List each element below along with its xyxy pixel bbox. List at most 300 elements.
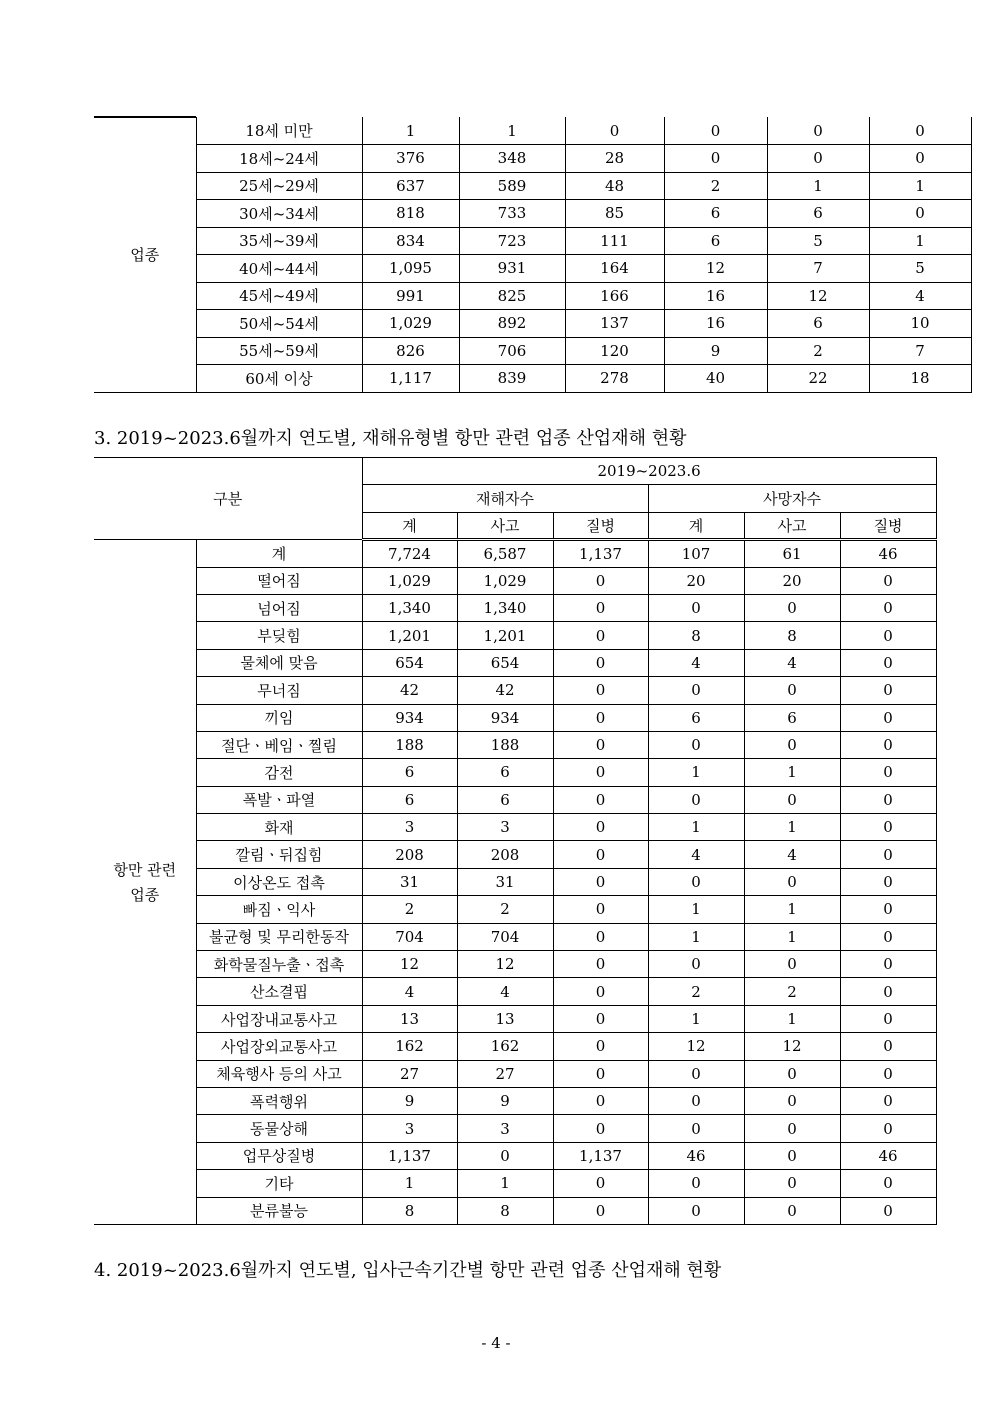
table-cell: 8 — [362, 1197, 457, 1224]
table-cell: 637 — [362, 172, 459, 200]
row-label: 불균형 및 무리한동작 — [196, 923, 362, 950]
table-cell: 1 — [869, 172, 971, 200]
table-cell: 0 — [840, 1197, 936, 1224]
table-cell: 6 — [648, 704, 744, 731]
table-cell: 3 — [362, 1115, 457, 1142]
table-cell: 0 — [840, 677, 936, 704]
table-cell: 991 — [362, 282, 459, 310]
table-cell: 589 — [459, 172, 565, 200]
table-cell: 27 — [362, 1060, 457, 1087]
table-cell: 208 — [457, 841, 553, 868]
table-cell: 0 — [869, 117, 971, 145]
table-row — [94, 896, 936, 923]
table-cell: 8 — [648, 622, 744, 649]
table-cell: 46 — [840, 1142, 936, 1169]
table-cell: 0 — [648, 868, 744, 895]
row-label: 감전 — [196, 759, 362, 786]
table-cell: 0 — [553, 704, 648, 731]
table-cell: 1,340 — [362, 594, 457, 621]
row-label: 40세~44세 — [196, 255, 362, 283]
table-cell: 0 — [553, 978, 648, 1005]
table-cell: 10 — [869, 310, 971, 338]
table-cell: 46 — [648, 1142, 744, 1169]
table-cell: 0 — [840, 704, 936, 731]
row-label: 이상온도 접촉 — [196, 868, 362, 895]
table-row — [94, 255, 971, 283]
table-cell: 6 — [362, 786, 457, 813]
table-cell: 6 — [362, 759, 457, 786]
table-cell: 1 — [744, 923, 840, 950]
table-cell: 706 — [459, 337, 565, 365]
table-cell: 20 — [648, 567, 744, 594]
table-cell: 0 — [648, 1170, 744, 1197]
table-cell: 1 — [648, 814, 744, 841]
table-cell: 4 — [648, 649, 744, 676]
table-cell: 0 — [553, 677, 648, 704]
table-cell: 1,095 — [362, 255, 459, 283]
table-cell: 0 — [664, 117, 767, 145]
table-row — [94, 786, 936, 813]
table-row — [94, 1142, 936, 1169]
section-4-heading: 4. 2019~2023.6월까지 연도별, 입사근속기간별 항만 관련 업종 산업재해 현황 — [94, 1260, 722, 1281]
table-cell: 27 — [457, 1060, 553, 1087]
table-cell: 120 — [565, 337, 664, 365]
table-cell: 1,029 — [362, 567, 457, 594]
row-label: 무너짐 — [196, 677, 362, 704]
row-label: 깔림ㆍ뒤집힘 — [196, 841, 362, 868]
table-row — [94, 540, 936, 567]
table-row — [94, 172, 971, 200]
table-row — [94, 337, 971, 365]
table-cell: 5 — [869, 255, 971, 283]
table-cell: 376 — [362, 145, 459, 173]
table-cell: 0 — [840, 951, 936, 978]
table-cell: 0 — [553, 1033, 648, 1060]
group-label — [94, 540, 196, 1225]
category-header: 구분 — [94, 458, 362, 540]
table-cell: 0 — [744, 1170, 840, 1197]
table-cell: 0 — [744, 594, 840, 621]
table-cell: 12 — [362, 951, 457, 978]
table-cell: 9 — [664, 337, 767, 365]
table-cell: 31 — [362, 868, 457, 895]
table-cell: 9 — [457, 1087, 553, 1114]
group-label-line-2: 업종 — [130, 886, 160, 905]
row-label: 떨어짐 — [196, 567, 362, 594]
table-cell: 6 — [457, 759, 553, 786]
table-cell: 0 — [840, 594, 936, 621]
table-cell: 31 — [457, 868, 553, 895]
row-label: 산소결핍 — [196, 978, 362, 1005]
table-row — [94, 759, 936, 786]
table-cell: 188 — [362, 731, 457, 758]
table-cell: 0 — [744, 786, 840, 813]
table-cell: 0 — [553, 814, 648, 841]
row-label: 업무상질병 — [196, 1142, 362, 1169]
table-row — [94, 1005, 936, 1032]
table-cell: 4 — [457, 978, 553, 1005]
table-cell: 0 — [744, 731, 840, 758]
table-cell: 704 — [362, 923, 457, 950]
table-cell: 4 — [362, 978, 457, 1005]
table-cell: 0 — [648, 594, 744, 621]
table-cell: 162 — [362, 1033, 457, 1060]
table-cell: 12 — [767, 282, 869, 310]
table-cell: 0 — [565, 117, 664, 145]
table-cell: 723 — [459, 227, 565, 255]
row-label: 화학물질누출ㆍ접촉 — [196, 951, 362, 978]
table-cell: 4 — [648, 841, 744, 868]
table-cell: 0 — [553, 951, 648, 978]
table-cell: 2 — [362, 896, 457, 923]
table-cell: 166 — [565, 282, 664, 310]
table-cell: 1,137 — [553, 540, 648, 567]
table-cell: 0 — [648, 786, 744, 813]
table-cell: 6 — [457, 786, 553, 813]
row-label: 폭발ㆍ파열 — [196, 786, 362, 813]
table-cell: 825 — [459, 282, 565, 310]
table-row — [94, 677, 936, 704]
table-cell: 1 — [457, 1170, 553, 1197]
sub-header-deaths-disease: 질병 — [840, 512, 936, 539]
table-row — [94, 1087, 936, 1114]
row-label: 25세~29세 — [196, 172, 362, 200]
table-cell: 0 — [744, 951, 840, 978]
table-cell: 4 — [744, 649, 840, 676]
table-cell: 1,117 — [362, 365, 459, 393]
row-label: 18세~24세 — [196, 145, 362, 173]
table-cell: 0 — [553, 841, 648, 868]
table-cell: 0 — [648, 677, 744, 704]
page-number: - 4 - — [481, 1334, 511, 1352]
table-cell: 931 — [459, 255, 565, 283]
table-row — [94, 731, 936, 758]
table-row — [94, 567, 936, 594]
row-label: 60세 이상 — [196, 365, 362, 393]
deaths-header: 사망자수 — [648, 485, 936, 512]
table-cell: 6 — [744, 704, 840, 731]
table-cell: 48 — [565, 172, 664, 200]
table-cell: 1 — [744, 1005, 840, 1032]
accident-type-table-header — [94, 458, 936, 540]
table-cell: 12 — [457, 951, 553, 978]
group-label: 업종 — [94, 117, 196, 392]
table-cell: 7 — [869, 337, 971, 365]
table-cell: 6,587 — [457, 540, 553, 567]
table-row — [94, 1060, 936, 1087]
table-cell: 1 — [648, 1005, 744, 1032]
table-cell: 0 — [553, 923, 648, 950]
table-cell: 6 — [767, 200, 869, 228]
accident-type-table-body — [94, 540, 936, 1225]
table-cell: 6 — [767, 310, 869, 338]
table-cell: 0 — [648, 1060, 744, 1087]
table-cell: 934 — [457, 704, 553, 731]
row-label: 끼임 — [196, 704, 362, 731]
table-cell: 1 — [648, 923, 744, 950]
age-injury-table — [94, 117, 972, 393]
table-row — [94, 841, 936, 868]
table-cell: 0 — [553, 594, 648, 621]
table-cell: 0 — [840, 622, 936, 649]
table-cell: 0 — [553, 567, 648, 594]
table-cell: 0 — [840, 1115, 936, 1142]
table-cell: 2 — [664, 172, 767, 200]
table-cell: 0 — [744, 1115, 840, 1142]
table-row — [94, 622, 936, 649]
table-row — [94, 365, 971, 393]
row-label: 사업장외교통사고 — [196, 1033, 362, 1060]
table-cell: 1 — [869, 227, 971, 255]
table-cell: 13 — [457, 1005, 553, 1032]
table-cell: 0 — [553, 731, 648, 758]
table-cell: 12 — [664, 255, 767, 283]
table-cell: 0 — [744, 1142, 840, 1169]
table-cell: 18 — [869, 365, 971, 393]
table-row — [94, 978, 936, 1005]
table-cell: 7 — [767, 255, 869, 283]
table-cell: 654 — [362, 649, 457, 676]
table-row — [94, 200, 971, 228]
table-cell: 2 — [457, 896, 553, 923]
table-cell: 162 — [457, 1033, 553, 1060]
table-row — [94, 145, 971, 173]
table-cell: 4 — [744, 841, 840, 868]
table-cell: 0 — [553, 1005, 648, 1032]
table-cell: 8 — [744, 622, 840, 649]
table-cell: 0 — [457, 1142, 553, 1169]
table-cell: 164 — [565, 255, 664, 283]
table-cell: 7,724 — [362, 540, 457, 567]
table-cell: 1 — [362, 117, 459, 145]
table-cell: 0 — [840, 759, 936, 786]
table-cell: 0 — [840, 978, 936, 1005]
table-cell: 0 — [840, 731, 936, 758]
table-cell: 42 — [362, 677, 457, 704]
row-label: 18세 미만 — [196, 117, 362, 145]
table-cell: 3 — [457, 814, 553, 841]
table-cell: 1 — [648, 896, 744, 923]
table-row — [94, 1115, 936, 1142]
table-cell: 0 — [648, 1115, 744, 1142]
row-label: 30세~34세 — [196, 200, 362, 228]
table-cell: 0 — [840, 841, 936, 868]
table-cell: 3 — [362, 814, 457, 841]
table-cell: 0 — [840, 868, 936, 895]
sub-header-deaths-total: 계 — [648, 512, 744, 539]
table-row — [94, 704, 936, 731]
table-cell: 188 — [457, 731, 553, 758]
row-label: 45세~49세 — [196, 282, 362, 310]
table-row — [94, 310, 971, 338]
row-label: 동물상해 — [196, 1115, 362, 1142]
table-cell: 22 — [767, 365, 869, 393]
table-cell: 2 — [744, 978, 840, 1005]
table-cell: 348 — [459, 145, 565, 173]
table-row — [94, 951, 936, 978]
table-cell: 8 — [457, 1197, 553, 1224]
table-cell: 1,201 — [362, 622, 457, 649]
sub-header-injured-total: 계 — [362, 512, 457, 539]
table-row — [94, 117, 971, 145]
table-cell: 0 — [840, 1087, 936, 1114]
table-row — [94, 1033, 936, 1060]
table-cell: 16 — [664, 282, 767, 310]
table-cell: 4 — [869, 282, 971, 310]
table-cell: 2 — [767, 337, 869, 365]
row-label: 화재 — [196, 814, 362, 841]
table-row — [94, 814, 936, 841]
table-cell: 818 — [362, 200, 459, 228]
table-cell: 0 — [553, 1087, 648, 1114]
table-cell: 42 — [457, 677, 553, 704]
row-label: 기타 — [196, 1170, 362, 1197]
table-cell: 0 — [840, 567, 936, 594]
table-cell: 0 — [840, 1170, 936, 1197]
table-cell: 278 — [565, 365, 664, 393]
table-cell: 40 — [664, 365, 767, 393]
table-cell: 16 — [664, 310, 767, 338]
table-cell: 0 — [744, 1087, 840, 1114]
table-cell: 2 — [648, 978, 744, 1005]
sub-header-deaths-accident: 사고 — [744, 512, 840, 539]
table-row — [94, 282, 971, 310]
table-cell: 1,340 — [457, 594, 553, 621]
table-cell: 1 — [767, 172, 869, 200]
table-row — [94, 227, 971, 255]
table-cell: 0 — [840, 786, 936, 813]
row-label: 55세~59세 — [196, 337, 362, 365]
table-cell: 934 — [362, 704, 457, 731]
table-cell: 0 — [840, 649, 936, 676]
table-cell: 1 — [744, 814, 840, 841]
row-label: 폭력행위 — [196, 1087, 362, 1114]
injured-header: 재해자수 — [362, 485, 648, 512]
sub-header-injured-accident: 사고 — [457, 512, 553, 539]
table-cell: 208 — [362, 841, 457, 868]
table-cell: 1,029 — [457, 567, 553, 594]
table-cell: 61 — [744, 540, 840, 567]
row-label: 부딪힘 — [196, 622, 362, 649]
table-cell: 0 — [553, 786, 648, 813]
table-cell: 704 — [457, 923, 553, 950]
table-cell: 0 — [553, 1197, 648, 1224]
row-label: 35세~39세 — [196, 227, 362, 255]
group-label-line-1: 항만 관련 — [113, 861, 177, 880]
row-label: 물체에 맞음 — [196, 649, 362, 676]
period-header: 2019~2023.6 — [362, 458, 936, 485]
table-cell: 1 — [744, 896, 840, 923]
table-cell: 892 — [459, 310, 565, 338]
table-cell: 0 — [553, 896, 648, 923]
table-cell: 0 — [744, 1197, 840, 1224]
table-cell: 0 — [767, 145, 869, 173]
table-cell: 5 — [767, 227, 869, 255]
table-cell: 0 — [840, 1005, 936, 1032]
table-cell: 0 — [767, 117, 869, 145]
table-cell: 0 — [869, 145, 971, 173]
table-cell: 0 — [744, 677, 840, 704]
table-cell: 834 — [362, 227, 459, 255]
table-cell: 0 — [648, 1197, 744, 1224]
table-cell: 28 — [565, 145, 664, 173]
table-cell: 0 — [744, 1060, 840, 1087]
table-cell: 1 — [648, 759, 744, 786]
table-cell: 0 — [840, 923, 936, 950]
table-cell: 0 — [869, 200, 971, 228]
row-label: 넘어짐 — [196, 594, 362, 621]
section-3-heading: 3. 2019~2023.6월까지 연도별, 재해유형별 항만 관련 업종 산업재해 현황 — [94, 428, 687, 449]
table-cell: 1,137 — [553, 1142, 648, 1169]
table-cell: 1 — [459, 117, 565, 145]
table-cell: 12 — [744, 1033, 840, 1060]
table-cell: 0 — [648, 1087, 744, 1114]
table-cell: 1,029 — [362, 310, 459, 338]
table-cell: 1 — [744, 759, 840, 786]
table-cell: 0 — [840, 896, 936, 923]
table-cell: 111 — [565, 227, 664, 255]
table-cell: 0 — [553, 622, 648, 649]
row-label: 50세~54세 — [196, 310, 362, 338]
row-label: 빠짐ㆍ익사 — [196, 896, 362, 923]
table-cell: 0 — [840, 1060, 936, 1087]
table-cell: 0 — [553, 1170, 648, 1197]
table-cell: 13 — [362, 1005, 457, 1032]
row-label: 체육행사 등의 사고 — [196, 1060, 362, 1087]
table-cell: 0 — [664, 145, 767, 173]
table-cell: 0 — [553, 649, 648, 676]
accident-type-table — [94, 457, 937, 1225]
table-row — [94, 649, 936, 676]
row-label: 계 — [196, 540, 362, 567]
table-cell: 9 — [362, 1087, 457, 1114]
table-cell: 826 — [362, 337, 459, 365]
row-label: 분류불능 — [196, 1197, 362, 1224]
sub-header-injured-disease: 질병 — [553, 512, 648, 539]
table-cell: 6 — [664, 227, 767, 255]
table-cell: 0 — [553, 1060, 648, 1087]
table-cell: 6 — [664, 200, 767, 228]
table-cell: 85 — [565, 200, 664, 228]
table-cell: 1,137 — [362, 1142, 457, 1169]
table-row — [94, 594, 936, 621]
age-injury-table-body — [94, 117, 971, 392]
table-cell: 137 — [565, 310, 664, 338]
table-cell: 0 — [648, 731, 744, 758]
table-cell: 1,201 — [457, 622, 553, 649]
table-cell: 733 — [459, 200, 565, 228]
table-cell: 0 — [840, 814, 936, 841]
table-cell: 0 — [840, 1033, 936, 1060]
table-row — [94, 923, 936, 950]
table-cell: 839 — [459, 365, 565, 393]
table-row — [94, 868, 936, 895]
table-cell: 12 — [648, 1033, 744, 1060]
table-cell: 0 — [648, 951, 744, 978]
table-cell: 0 — [744, 868, 840, 895]
table-cell: 0 — [553, 868, 648, 895]
table-row — [94, 1197, 936, 1224]
table-cell: 46 — [840, 540, 936, 567]
table-cell: 1 — [362, 1170, 457, 1197]
row-label: 절단ㆍ베임ㆍ찔림 — [196, 731, 362, 758]
table-cell: 20 — [744, 567, 840, 594]
row-label: 사업장내교통사고 — [196, 1005, 362, 1032]
table-cell: 654 — [457, 649, 553, 676]
table-cell: 3 — [457, 1115, 553, 1142]
table-row — [94, 1170, 936, 1197]
table-cell: 0 — [553, 1115, 648, 1142]
